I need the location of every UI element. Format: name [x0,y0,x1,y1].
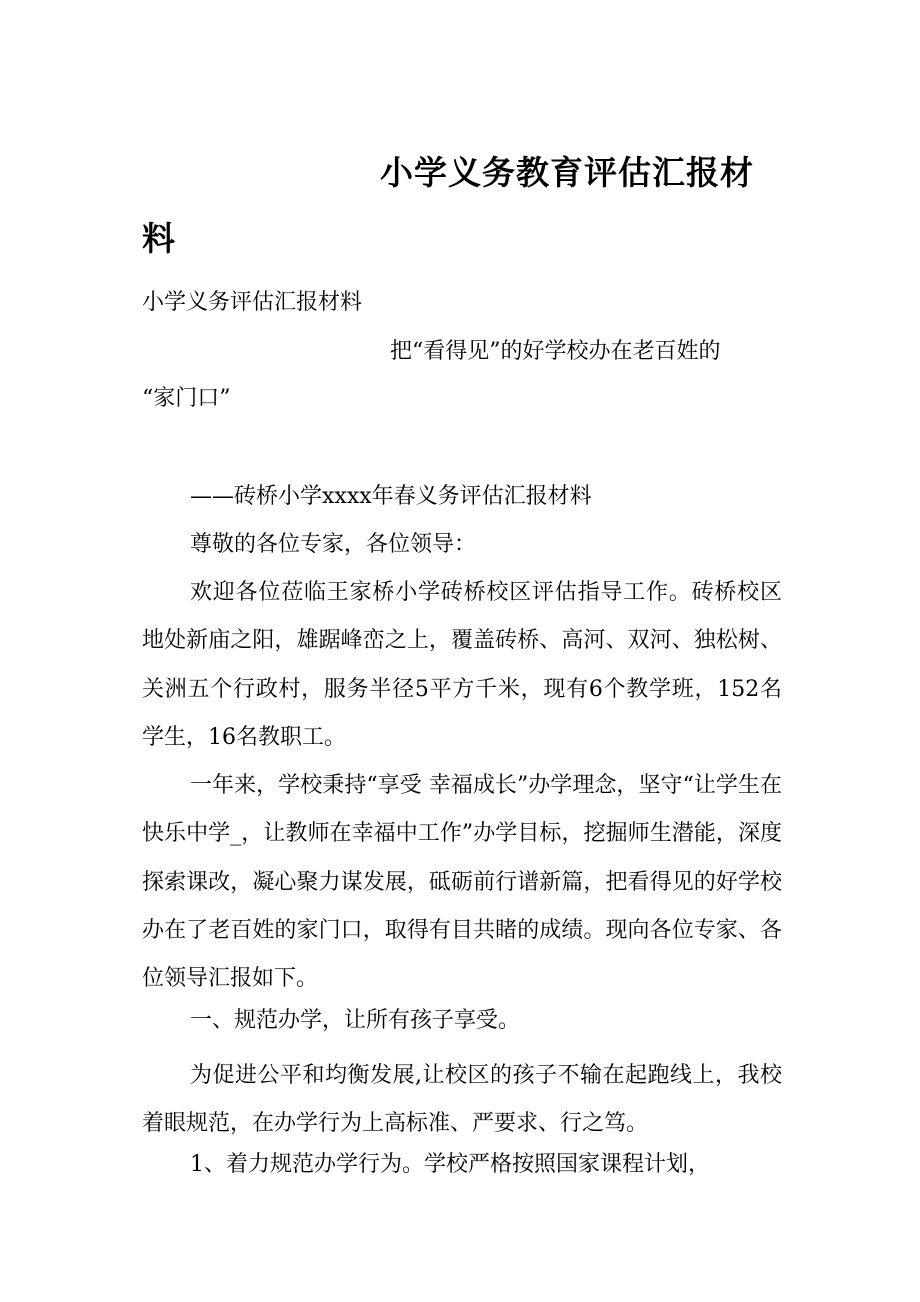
paragraph-intro: 欢迎各位莅临王家桥小学砖桥校区评估指导工作。砖桥校区地处新庙之阳，雄踞峰峦之上，覆盖砖桥、高河、双河、独松树、关洲五个行政村，服务半径5平方千米，现有6个教学班，152名学生，16名教职工。 [142,580,782,750]
headline-part1: 把“看得见”的好学校办在老百姓的 [390,339,721,364]
byline: ——砖桥小学xxxx年春义务评估汇报材料 [190,484,592,509]
document-title: 小学义务教育评估汇报材料 [142,153,754,258]
item1-text: 1、着力规范办学行为。学校严格按照国家课程计划， [190,1152,710,1177]
section1-heading: 一、规范办学，让所有孩子享受。 [190,1008,521,1033]
headline-part2: “家门口” [142,386,231,411]
section1-intro: 为促进公平和均衡发展,让校区的孩子不输在起跑线上，我校着眼规范，在办学行为上高标准、严要求、行之笃。 [142,1063,782,1137]
paragraph-summary: 一年来，学校秉持“享受 幸福成长”办学理念，坚守“让学生在快乐中学_，让教师在幸福中工作”办学目标，挖掘师生潜能，深度探索课改，凝心聚力谋发展，砥砺前行谱新篇，把看得见的好学校办在了老百姓的家门口，取得有目共睹的成绩。现向各位专家、各位领导汇报如下。 [142,773,782,992]
document-subtitle: 小学义务评估汇报材料 [142,290,363,315]
document-page [142,0,782,1302]
greeting: 尊敬的各位专家，各位领导： [190,532,477,557]
